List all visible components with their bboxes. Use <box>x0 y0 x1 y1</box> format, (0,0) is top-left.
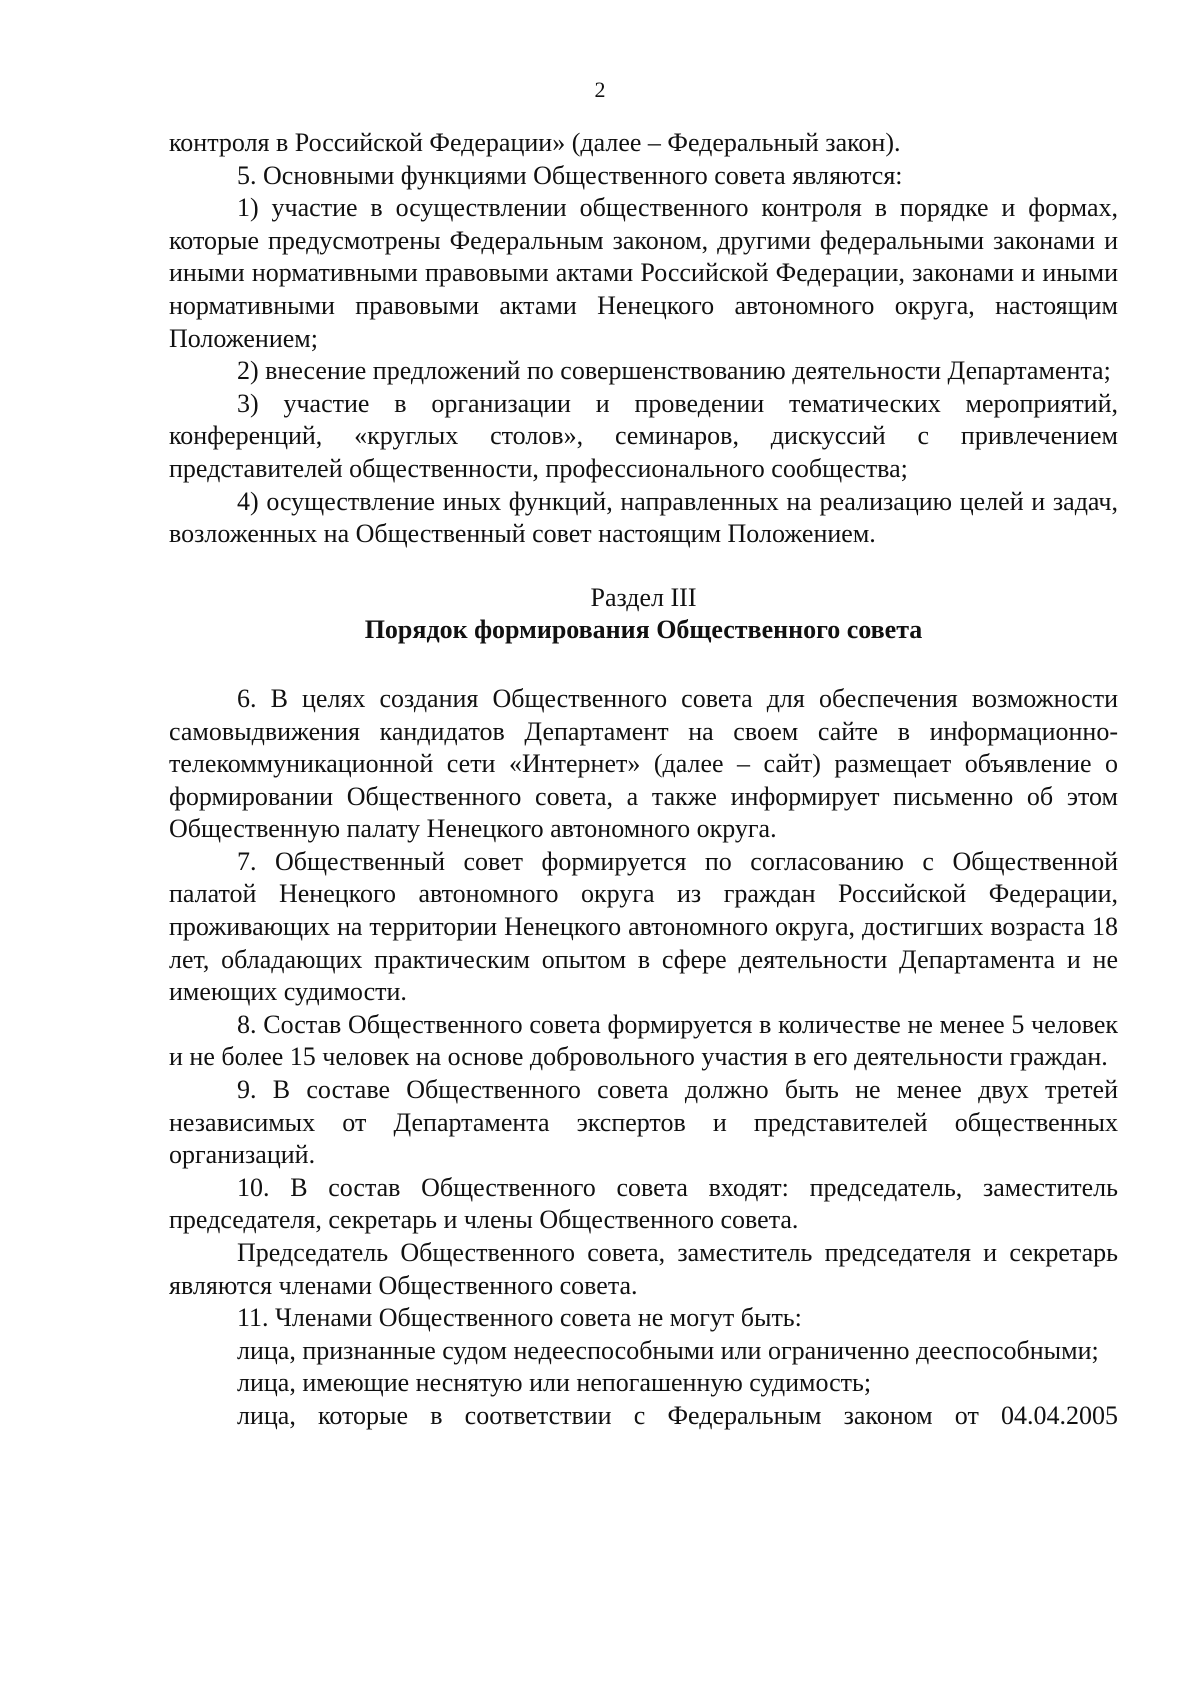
paragraph-item-6: 6. В целях создания Общественного совета для обеспечения возможности самовыдвижения кандидатов Департамент на своем сайте в информационно-телекоммуникационной сети «Интернет» (далее – сайт) размещает объявление о формировании Общественного совета, а также информирует письменно об этом Общественную палату Ненецкого автономного округа. <box>169 683 1118 844</box>
paragraph-item-8: 8. Состав Общественного совета формируется в количестве не менее 5 человек и не более 15 человек на основе добровольного участия в его деятельности граждан. <box>169 1009 1118 1072</box>
document-body <box>169 127 1118 1433</box>
paragraph-item-11: 11. Членами Общественного совета не могут быть: <box>237 1303 802 1333</box>
paragraph-subitem-4: 4) осуществление иных функций, направленных на реализацию целей и задач, возложенных на Общественный совет настоящим Положением. <box>169 486 1118 549</box>
paragraph-subitem-1: 1) участие в осуществлении общественного контроля в порядке и формах, которые предусмотрены Федеральным законом, другими федеральными законами и иными нормативными правовыми актами Российской Федерации, законами и иными нормативными правовыми актами Ненецкого автономного округа, настоящим Положением; <box>169 193 1118 353</box>
paragraph-exclusion-incapable: лица, признанные судом недееспособными или ограниченно дееспособными; <box>237 1335 1099 1365</box>
paragraph-item-5: 5. Основными функциями Общественного совета являются: <box>237 160 903 190</box>
section-title: Порядок формирования Общественного совета <box>364 615 923 645</box>
paragraph-continuation: контроля в Российской Федерации» (далее – Федеральный закон). <box>169 128 901 157</box>
paragraph-exclusion-federal-law: лица, которые в соответствии с Федеральным законом от 04.04.2005 <box>237 1400 1118 1430</box>
paragraph-item-9: 9. В составе Общественного совета должно быть не менее двух третей независимых от Департамента экспертов и представителей общественных организаций. <box>169 1075 1118 1170</box>
paragraph-chairman: Председатель Общественного совета, заместитель председателя и секретарь являются членами Общественного совета. <box>169 1238 1118 1300</box>
paragraph-subitem-2: 2) внесение предложений по совершенствованию деятельности Департамента; <box>237 356 1111 386</box>
paragraph-subitem-3: 3) участие в организации и проведении тематических мероприятий, конференций, «круглых столов», семинаров, дискуссий с привлечением представителей общественности, профессионального сообщества; <box>169 388 1118 483</box>
paragraph-item-10: 10. В состав Общественного совета входят: председатель, заместитель председателя, секретарь и члены Общественного совета. <box>169 1172 1118 1235</box>
section-number: Раздел III <box>590 582 697 612</box>
page-number: 2 <box>594 77 606 102</box>
paragraph-exclusion-convicted: лица, имеющие неснятую или непогашенную судимость; <box>237 1368 872 1398</box>
paragraph-item-7: 7. Общественный совет формируется по согласованию с Общественной палатой Ненецкого автономного округа из граждан Российской Федерации, проживающих на территории Ненецкого автономного округа, достигших возраста 18 лет, обладающих практическим опытом в сфере деятельности Департамента и не имеющих судимости. <box>169 846 1118 1007</box>
